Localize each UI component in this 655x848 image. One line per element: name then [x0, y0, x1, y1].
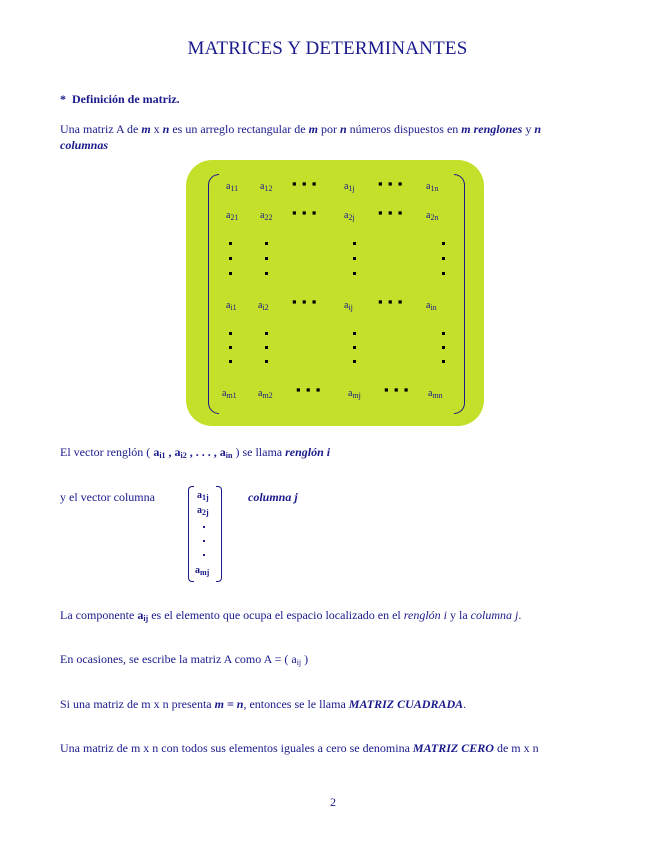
vertical-dot [442, 332, 445, 335]
matrix-entry: $a_{m2}$ [258, 388, 273, 400]
vertical-dot [265, 257, 268, 260]
matrix-entry: $a_{11}$ [226, 181, 239, 193]
matrix-entry: $a_{i1}$ [226, 300, 237, 312]
zero-matrix-paragraph [60, 741, 539, 756]
matrix-entry: $a_{2n}$ [426, 210, 439, 222]
vertical-dot [265, 272, 268, 275]
def-x: x [150, 122, 163, 136]
zero-matrix-term: MATRIZ CERO [412, 741, 494, 755]
horizontal-ellipsis: ▪ ▪ ▪ [378, 176, 404, 191]
vertical-dot [229, 272, 232, 275]
component-renglon: renglón i [403, 608, 447, 622]
row-vector-tail: se llama [242, 445, 286, 459]
notation-subscript: ij [296, 658, 302, 667]
matrix-entry: $a_{i2}$ [258, 300, 269, 312]
vertical-dot [442, 257, 445, 260]
vertical-dot [203, 526, 205, 528]
def-text: y [522, 122, 535, 136]
ellipsis: . . . , [195, 445, 220, 459]
component-text: La componente [60, 608, 138, 622]
component-columna: columna j [470, 608, 519, 622]
component-text: es el elemento que ocupa el espacio localizado en el [148, 608, 404, 622]
vertical-dot [203, 540, 205, 542]
vertical-dot [229, 346, 232, 349]
square-text: Si una matriz de m x n presenta [60, 697, 215, 711]
def-n: n [534, 122, 541, 136]
component-text: y la [446, 608, 471, 622]
vertical-dot [442, 360, 445, 363]
horizontal-ellipsis: ▪ ▪ ▪ [384, 382, 410, 397]
component-entry: $a_{ij}$ [137, 608, 149, 623]
horizontal-ellipsis: ▪ ▪ ▪ [292, 294, 318, 309]
vertical-dot [353, 332, 356, 335]
page-number: 2 [330, 795, 336, 809]
matrix-entry: $a_{ij}$ [344, 300, 353, 312]
square-equation: m = n [214, 697, 244, 711]
right-bracket [454, 174, 465, 414]
matrix-entry: $a_{mj}$ [348, 388, 361, 400]
vertical-dot [353, 272, 356, 275]
matrix-entry: $a_{21}$ [226, 210, 239, 222]
row-vector-entry: $a_{i2}$ [174, 445, 187, 460]
right-bracket [216, 486, 222, 582]
row-vector-name: renglón i [285, 445, 331, 459]
horizontal-ellipsis: ▪ ▪ ▪ [378, 205, 404, 220]
def-m: m [308, 122, 318, 136]
square-matrix-term: MATRIZ CUADRADA [348, 697, 464, 711]
horizontal-ellipsis: ▪ ▪ ▪ [292, 205, 318, 220]
vertical-dot [229, 257, 232, 260]
column-entry: $a_{2j}$ [197, 505, 209, 517]
matrix-entry: $a_{1n}$ [426, 181, 439, 193]
vertical-dot [442, 346, 445, 349]
definition-paragraph [60, 121, 620, 153]
component-text: . [518, 608, 522, 622]
vertical-dot [442, 272, 445, 275]
notation-text: ) [301, 652, 309, 666]
vertical-dot [265, 332, 268, 335]
horizontal-ellipsis: ▪ ▪ ▪ [378, 294, 404, 309]
vertical-dot [353, 360, 356, 363]
zero-text: de m x n [493, 741, 539, 755]
section-heading-text: Definición de matriz. [72, 92, 180, 106]
square-matrix-paragraph [60, 697, 466, 712]
row-vector-entry: $a_{i1}$ [153, 445, 166, 460]
separator: , [165, 445, 175, 459]
vertical-dot [229, 360, 232, 363]
def-columnas: columnas [60, 138, 109, 152]
def-text: números dispuestos en [346, 122, 462, 136]
vertical-dot [229, 332, 232, 335]
component-paragraph [60, 608, 521, 623]
notation-text: En ocasiones, se escribe la matriz A como A = ( a [60, 652, 297, 666]
vertical-dot [353, 257, 356, 260]
matrix-entry: $a_{m1}$ [222, 388, 237, 400]
close-paren: ) [232, 445, 243, 459]
left-bracket [208, 174, 219, 414]
notation-paragraph [60, 652, 308, 667]
matrix-entry: $a_{in}$ [426, 300, 437, 312]
def-text: Una matriz A de [60, 122, 142, 136]
matrix-entry: $a_{1j}$ [344, 181, 355, 193]
vertical-dot [229, 242, 232, 245]
row-vector-line [60, 445, 330, 460]
def-text: por [317, 122, 340, 136]
vertical-dot [265, 360, 268, 363]
vertical-dot [442, 242, 445, 245]
def-n: n [162, 122, 170, 136]
def-text: es un arreglo rectangular de [169, 122, 309, 136]
vertical-dot [265, 346, 268, 349]
horizontal-ellipsis: ▪ ▪ ▪ [292, 176, 318, 191]
def-n: n [339, 122, 347, 136]
row-vector-lead: El vector renglón ( [60, 445, 154, 459]
left-bracket [188, 486, 194, 582]
row-vector-entry: $a_{in}$ [219, 445, 233, 460]
vertical-dot [353, 346, 356, 349]
matrix-entry: $a_{22}$ [260, 210, 273, 222]
bullet: * [60, 92, 66, 106]
section-heading [60, 92, 180, 107]
horizontal-ellipsis: ▪ ▪ ▪ [296, 382, 322, 397]
page-title: MATRICES Y DETERMINANTES [187, 38, 468, 59]
col-vector-name: columna j [248, 490, 298, 504]
column-entry: $a_{1j}$ [197, 490, 209, 502]
def-m: m [141, 122, 151, 136]
vertical-dot [353, 242, 356, 245]
square-text: , entonces se le llama [243, 697, 349, 711]
column-vector [188, 486, 224, 582]
separator: , [186, 445, 196, 459]
matrix-figure [186, 160, 484, 426]
square-text: . [463, 697, 467, 711]
matrix-entry: $a_{12}$ [260, 181, 273, 193]
vertical-dot [265, 242, 268, 245]
matrix-entry: $a_{mn}$ [428, 388, 443, 400]
def-renglones: m renglones [461, 122, 523, 136]
zero-text: Una matriz de m x n con todos sus elementos iguales a cero se denomina [60, 741, 413, 755]
vertical-dot [203, 554, 205, 556]
column-entry: $a_{mj}$ [195, 565, 210, 577]
matrix-entry: $a_{2j}$ [344, 210, 355, 222]
col-vector-lead: y el vector columna [60, 490, 155, 504]
